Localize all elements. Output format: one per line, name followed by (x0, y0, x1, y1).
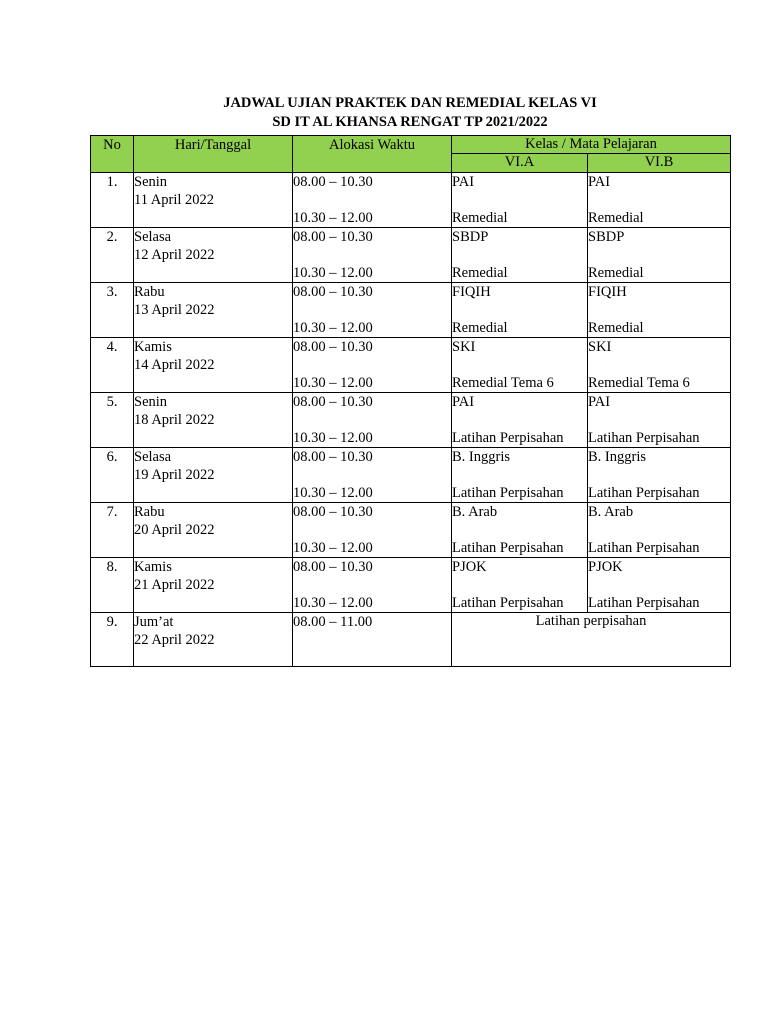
row-vib-activity: Remedial Tema 6 (588, 375, 690, 391)
row-time (293, 558, 452, 613)
row-time-2: 10.30 – 12.00 (293, 210, 373, 226)
row-via-activity: Remedial (452, 320, 508, 336)
row-via (452, 558, 588, 613)
row-vib-subject: SKI (588, 339, 612, 355)
row-vib (588, 338, 731, 393)
row-time-2: 10.30 – 12.00 (293, 595, 373, 611)
row-date: 12 April 2022 (134, 247, 215, 263)
row-number: 1. (91, 173, 134, 228)
row-vib (588, 393, 731, 448)
row-day: Rabu (134, 504, 165, 520)
table-row (91, 503, 731, 558)
row-via (452, 173, 588, 228)
table-row (91, 558, 731, 613)
row-via (452, 393, 588, 448)
row-date: 19 April 2022 (134, 467, 215, 483)
row-via-activity: Remedial Tema 6 (452, 375, 554, 391)
row-day-date (134, 558, 293, 613)
header-via: VI.A (452, 154, 588, 173)
row-time-1: 08.00 – 10.30 (293, 449, 373, 465)
row-date: 14 April 2022 (134, 357, 215, 373)
row-day-date (134, 338, 293, 393)
row-via-activity: Latihan Perpisahan (452, 540, 564, 556)
row-date: 20 April 2022 (134, 522, 215, 538)
row-day: Rabu (134, 284, 165, 300)
row-day-date (134, 283, 293, 338)
row-day-date (134, 613, 293, 667)
row-time-2: 10.30 – 12.00 (293, 485, 373, 501)
title-line-2: SD IT AL KHANSA RENGAT TP 2021/2022 (272, 114, 548, 130)
row-vib-activity: Remedial (588, 320, 644, 336)
row-number: 4. (91, 338, 134, 393)
row-day-date (134, 503, 293, 558)
row-via-subject: SBDP (452, 229, 489, 245)
row-vib (588, 558, 731, 613)
row-vib-activity: Latihan Perpisahan (588, 540, 700, 556)
row-vib-subject: PAI (588, 394, 611, 410)
row-vib-activity: Remedial (588, 265, 644, 281)
header-kelas-mapel: Kelas / Mata Pelajaran (452, 136, 731, 154)
row-via (452, 503, 588, 558)
row-via (452, 228, 588, 283)
row-via-subject: PJOK (452, 559, 487, 575)
row-vib-subject: B. Inggris (588, 449, 646, 465)
row-vib-subject: PAI (588, 174, 611, 190)
row-day-date (134, 393, 293, 448)
row-vib-subject: B. Arab (588, 504, 634, 520)
row-vib (588, 173, 731, 228)
row-time-1: 08.00 – 10.30 (293, 229, 373, 245)
row-number: 8. (91, 558, 134, 613)
table-row (91, 338, 731, 393)
row-via (452, 448, 588, 503)
table-row (91, 173, 731, 228)
row-number: 9. (91, 613, 134, 667)
row-vib-activity: Latihan Perpisahan (588, 430, 700, 446)
row-vib (588, 503, 731, 558)
row-via-activity: Latihan Perpisahan (452, 430, 564, 446)
row-day: Kamis (134, 339, 172, 355)
row-time (293, 228, 452, 283)
document-title (90, 94, 730, 132)
row-number: 3. (91, 283, 134, 338)
header-hari-tanggal: Hari/Tanggal (134, 136, 293, 173)
header-alokasi-waktu: Alokasi Waktu (293, 136, 452, 173)
row-time-2: 10.30 – 12.00 (293, 375, 373, 391)
row-vib (588, 448, 731, 503)
row-day: Selasa (134, 229, 172, 245)
row-number: 2. (91, 228, 134, 283)
row-date: 18 April 2022 (134, 412, 215, 428)
row-vib-activity: Remedial (588, 210, 644, 226)
row-vib-activity: Latihan Perpisahan (588, 485, 700, 501)
row-number: 7. (91, 503, 134, 558)
row-time (293, 393, 452, 448)
row-via-activity: Remedial (452, 265, 508, 281)
row-via-subject: PAI (452, 174, 475, 190)
row-time-2: 10.30 – 12.00 (293, 320, 373, 336)
row-day: Senin (134, 394, 168, 410)
row-via-activity: Remedial (452, 210, 508, 226)
row-vib-activity: Latihan Perpisahan (588, 595, 700, 611)
row-via-activity: Latihan Perpisahan (452, 595, 564, 611)
header-row (91, 136, 731, 154)
row-time-1: 08.00 – 10.30 (293, 559, 373, 575)
row-time (293, 448, 452, 503)
table-row-last (91, 613, 731, 667)
row-time-1: 08.00 – 10.30 (293, 174, 373, 190)
row-via (452, 338, 588, 393)
row-time-1: 08.00 – 10.30 (293, 504, 373, 520)
row-vib (588, 228, 731, 283)
row-vib (588, 283, 731, 338)
row-time (293, 283, 452, 338)
table-row (91, 228, 731, 283)
row-vib-subject: PJOK (588, 559, 623, 575)
row-via-subject: B. Arab (452, 504, 498, 520)
row-day-date (134, 228, 293, 283)
row-via-subject: FIQIH (452, 284, 491, 300)
row-day: Jum’at (134, 614, 174, 630)
row-time-2: 10.30 – 12.00 (293, 430, 373, 446)
row-date: 22 April 2022 (134, 632, 215, 648)
row-via (452, 283, 588, 338)
row-day: Selasa (134, 449, 172, 465)
title-line-1: JADWAL UJIAN PRAKTEK DAN REMEDIAL KELAS VI (223, 95, 597, 111)
row-time-1: 08.00 – 10.30 (293, 284, 373, 300)
row-time-2: 10.30 – 12.00 (293, 265, 373, 281)
row-number: 6. (91, 448, 134, 503)
schedule-table (90, 135, 731, 667)
header-vib: VI.B (588, 154, 731, 173)
row-number: 5. (91, 393, 134, 448)
row-date: 11 April 2022 (134, 192, 215, 208)
header-no: No (91, 136, 134, 173)
row-day-date (134, 173, 293, 228)
table-row (91, 448, 731, 503)
row-via-subject: SKI (452, 339, 476, 355)
row-activity: Latihan perpisahan (452, 613, 731, 667)
row-time: 08.00 – 11.00 (293, 613, 452, 667)
row-time (293, 338, 452, 393)
row-date: 13 April 2022 (134, 302, 215, 318)
row-date: 21 April 2022 (134, 577, 215, 593)
row-via-subject: PAI (452, 394, 475, 410)
row-time-2: 10.30 – 12.00 (293, 540, 373, 556)
row-day: Senin (134, 174, 168, 190)
row-via-activity: Latihan Perpisahan (452, 485, 564, 501)
row-time-1: 08.00 – 10.30 (293, 394, 373, 410)
row-time (293, 503, 452, 558)
row-day-date (134, 448, 293, 503)
row-vib-subject: FIQIH (588, 284, 627, 300)
schedule-body (91, 173, 731, 667)
row-via-subject: B. Inggris (452, 449, 510, 465)
row-time (293, 173, 452, 228)
table-row (91, 283, 731, 338)
row-time-1: 08.00 – 10.30 (293, 339, 373, 355)
row-vib-subject: SBDP (588, 229, 625, 245)
row-day: Kamis (134, 559, 172, 575)
table-row (91, 393, 731, 448)
